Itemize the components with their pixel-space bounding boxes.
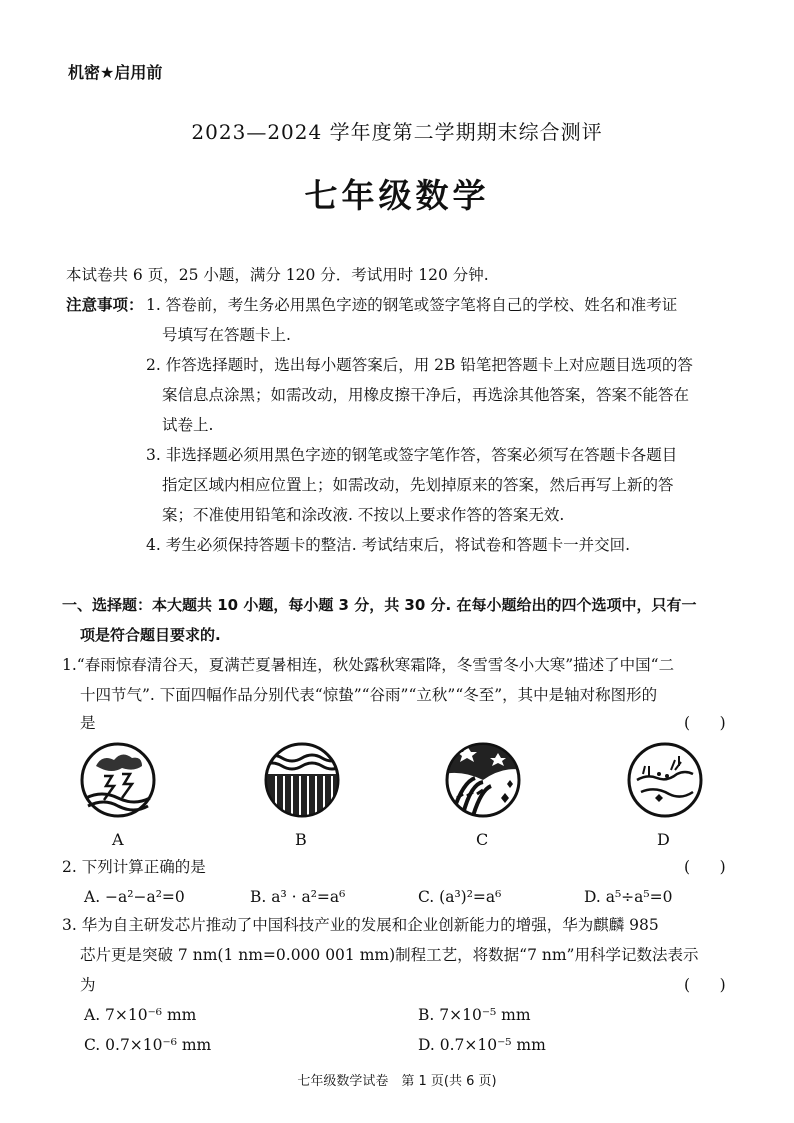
note-2-line-2: 案信息点涂黑；如需改动，用橡皮擦干净后，再选涂其他答案，答案不能答在 xyxy=(162,386,690,404)
section-1-heading-cont: 项是符合题目要求的. xyxy=(80,626,221,644)
note-2-line-1: 2. 作答选择题时，选出每小题答案后，用 2B 铅笔把答题卡上对应题目选项的答 xyxy=(146,356,693,374)
q2-option-c: C. (a³)²=a⁶ xyxy=(418,888,502,906)
section-1-heading: 一、选择题：本大题共 10 小题，每小题 3 分，共 30 分. 在每小题给出的四个选项中，只有一 xyxy=(62,596,697,614)
option-b-label: B xyxy=(295,830,307,849)
note-3-line-1: 3. 非选择题必须用黑色字迹的钢笔或签字笔作答，答案必须写在答题卡各题目 xyxy=(146,446,678,464)
solar-term-b-image xyxy=(262,740,342,820)
option-a-label: A xyxy=(112,830,124,849)
q2-stem: 2. 下列计算正确的是 xyxy=(62,858,206,876)
q3-option-d: D. 0.7×10⁻⁵ mm xyxy=(418,1036,546,1054)
note-3-line-3: 案；不准使用铅笔和涂改液. 不按以上要求作答的答案无效. xyxy=(162,506,565,524)
subject-title: 七年级数学 xyxy=(304,176,490,215)
q3-line-3: 为 xyxy=(80,976,96,994)
q3-option-a: A. 7×10⁻⁶ mm xyxy=(84,1006,197,1024)
q3-answer-paren: ( ) xyxy=(684,976,726,994)
page-footer: 七年级数学试卷 第 1 页(共 6 页) xyxy=(297,1074,497,1089)
q1-answer-paren: ( ) xyxy=(684,714,726,732)
note-1-line-2: 号填写在答题卡上. xyxy=(162,326,291,344)
note-4: 4. 考生必须保持答题卡的整洁. 考试结束后，将试卷和答题卡一并交回. xyxy=(146,536,630,554)
exam-title: 2023—2024 学年度第二学期期末综合测评 xyxy=(191,120,603,144)
q3-line-2: 芯片更是突破 7 nm(1 nm=0.000 001 mm)制程工艺，将数据“7 nm”用科学记数法表示 xyxy=(80,946,699,964)
q2-option-b: B. a³ · a²=a⁶ xyxy=(250,888,346,906)
q3-option-b: B. 7×10⁻⁵ mm xyxy=(418,1006,531,1024)
solar-term-c-image xyxy=(443,740,523,820)
q2-option-d: D. a⁵÷a⁵=0 xyxy=(584,888,673,906)
note-1-line-1: 1. 答卷前，考生务必用黑色字迹的钢笔或签字笔将自己的学校、姓名和准考证 xyxy=(146,296,678,314)
option-c-label: C xyxy=(476,830,489,849)
solar-term-a-image xyxy=(78,740,158,820)
q1-line-1: 1.“春雨惊春清谷天，夏满芒夏暑相连，秋处露秋寒霜降，冬雪雪冬小大寒”描述了中国“二 xyxy=(62,656,675,674)
confidential-mark: 机密★启用前 xyxy=(68,63,163,82)
q3-option-c: C. 0.7×10⁻⁶ mm xyxy=(84,1036,212,1054)
option-d-label: D xyxy=(657,830,670,849)
note-3-line-2: 指定区域内相应位置上；如需改动，先划掉原来的答案，然后再写上新的答 xyxy=(162,476,674,494)
solar-term-d-image xyxy=(625,740,705,820)
q2-option-a: A. −a²−a²=0 xyxy=(84,888,185,906)
q2-answer-paren: ( ) xyxy=(684,858,726,876)
q1-line-3: 是 xyxy=(80,714,96,732)
q1-line-2: 十四节气”. 下面四幅作品分别代表“惊蛰”“谷雨”“立秋”“冬至”，其中是轴对称图形的 xyxy=(80,686,658,704)
note-2-line-3: 试卷上. xyxy=(162,416,214,434)
q3-line-1: 3. 华为自主研发芯片推动了中国科技产业的发展和企业创新能力的增强，华为麒麟 985 xyxy=(62,916,659,934)
intro-text: 本试卷共 6 页，25 小题，满分 120 分．考试用时 120 分钟. xyxy=(66,266,489,284)
notes-label: 注意事项： xyxy=(66,296,144,314)
